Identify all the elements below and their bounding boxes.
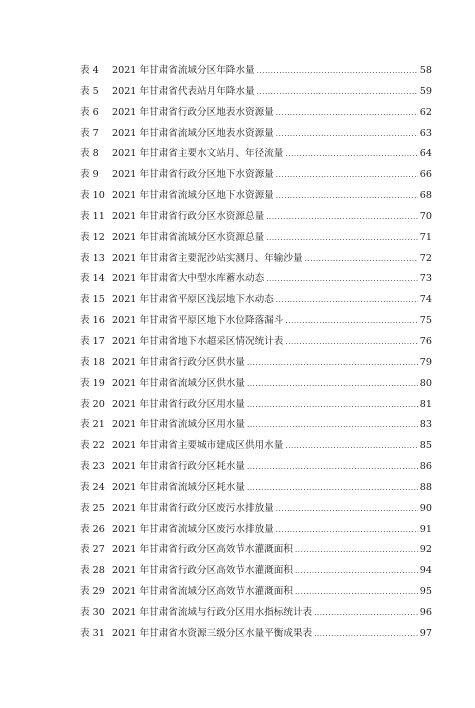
toc-entry-title: 2021 年甘肃省行政分区耗水量 <box>112 461 245 473</box>
toc-entry-title: 2021 年甘肃省流域分区地表水资源量 <box>112 127 274 139</box>
toc-dot-leader <box>276 109 418 117</box>
toc-entry-title: 2021 年甘肃省流域分区水资源总量 <box>112 231 265 243</box>
toc-entry-title: 2021 年甘肃省主要水文站月、年径流量 <box>112 148 284 160</box>
toc-entry-page-number: 86 <box>419 461 432 473</box>
toc-dot-leader <box>276 130 418 138</box>
toc-entry[interactable] <box>80 291 432 312</box>
toc-entry[interactable] <box>80 604 432 625</box>
toc-entry-title: 2021 年甘肃省行政分区地表水资源量 <box>112 106 274 118</box>
toc-entry-label: 表 18 <box>80 356 105 368</box>
toc-entry[interactable] <box>80 270 432 291</box>
toc-entry-title: 2021 年甘肃省主要泥沙站实测月、年输沙量 <box>112 252 303 264</box>
toc-entry[interactable] <box>80 354 432 375</box>
toc-entry[interactable] <box>80 208 432 229</box>
toc-entry-label: 表 13 <box>80 252 105 264</box>
toc-dot-leader <box>314 609 418 617</box>
toc-entry-title: 2021 年甘肃省代表站月年降水量 <box>112 85 255 97</box>
toc-entry-label: 表 6 <box>80 106 99 118</box>
toc-entry-page-number: 71 <box>419 231 432 243</box>
toc-entry-page-number: 83 <box>419 419 432 431</box>
toc-entry-page-number: 75 <box>419 315 432 327</box>
toc-entry-label: 表 24 <box>80 481 105 493</box>
toc-dot-leader <box>247 463 418 471</box>
toc-entry-page-number: 64 <box>419 148 432 160</box>
toc-entry[interactable] <box>80 229 432 250</box>
toc-entry-page-number: 76 <box>419 335 432 347</box>
toc-entry-page-number: 92 <box>419 544 432 556</box>
toc-entry-label: 表 5 <box>80 85 99 97</box>
toc-dot-leader <box>295 546 418 554</box>
toc-entry-page-number: 90 <box>419 502 432 514</box>
toc-dot-leader <box>314 630 418 638</box>
toc-entry[interactable] <box>80 479 432 500</box>
toc-entry-title: 2021 年甘肃省流域分区用水量 <box>112 419 245 431</box>
toc-dot-leader <box>295 567 418 575</box>
toc-entry[interactable] <box>80 375 432 396</box>
toc-entry[interactable] <box>80 312 432 333</box>
toc-entry-page-number: 66 <box>419 169 432 181</box>
toc-entry-label: 表 25 <box>80 502 105 514</box>
toc-entry-label: 表 22 <box>80 440 105 452</box>
toc-dot-leader <box>257 67 418 75</box>
toc-dot-leader <box>247 380 418 388</box>
toc-entry-page-number: 88 <box>419 481 432 493</box>
toc-entry[interactable] <box>80 541 432 562</box>
toc-entry-page-number: 95 <box>419 586 432 598</box>
toc-entry-page-number: 63 <box>419 127 432 139</box>
toc-entry-page-number: 96 <box>419 606 432 618</box>
toc-entry-title: 2021 年甘肃省行政分区高效节水灌溉面积 <box>112 565 293 577</box>
toc-entry-label: 表 26 <box>80 523 105 535</box>
toc-entry-title: 2021 年甘肃省行政分区废污水排放量 <box>112 502 274 514</box>
toc-dot-leader <box>295 588 418 596</box>
toc-dot-leader <box>285 442 417 450</box>
toc-entry[interactable] <box>80 437 432 458</box>
toc-entry-label: 表 20 <box>80 398 105 410</box>
toc-entry-title: 2021 年甘肃省行政分区供水量 <box>112 356 245 368</box>
toc-entry-label: 表 21 <box>80 419 105 431</box>
toc-dot-leader <box>257 88 418 96</box>
toc-entry-title: 2021 年甘肃省流域分区耗水量 <box>112 481 245 493</box>
toc-entry-label: 表 28 <box>80 565 105 577</box>
toc-dot-leader <box>285 317 417 325</box>
toc-entry-title: 2021 年甘肃省行政分区高效节水灌溉面积 <box>112 544 293 556</box>
toc-entry-title: 2021 年甘肃省平原区浅层地下水动态 <box>112 294 274 306</box>
toc-entry-page-number: 79 <box>419 356 432 368</box>
toc-entry-page-number: 62 <box>419 106 432 118</box>
toc-entry[interactable] <box>80 145 432 166</box>
toc-entry-label: 表 12 <box>80 231 105 243</box>
toc-entry-label: 表 23 <box>80 461 105 473</box>
toc-dot-leader <box>266 213 418 221</box>
toc-entry-page-number: 81 <box>419 398 432 410</box>
toc-entry[interactable] <box>80 104 432 125</box>
toc-entry-label: 表 19 <box>80 377 105 389</box>
toc-entry[interactable] <box>80 250 432 271</box>
toc-entry-title: 2021 年甘肃省平原区地下水位降落漏斗 <box>112 315 284 327</box>
toc-dot-leader <box>276 296 418 304</box>
toc-entry-label: 表 9 <box>80 169 99 181</box>
toc-dot-leader <box>247 359 418 367</box>
toc-entry-title: 2021 年甘肃省行政分区用水量 <box>112 398 245 410</box>
toc-entry-label: 表 4 <box>80 65 99 76</box>
toc-entry-page-number: 70 <box>419 210 432 222</box>
toc-dot-leader <box>285 150 417 158</box>
toc-entry-label: 表 27 <box>80 544 105 556</box>
toc-entry[interactable] <box>80 333 432 354</box>
toc-entry-title: 2021 年甘肃省流域分区废污水排放量 <box>112 523 274 535</box>
toc-entry-page-number: 94 <box>419 565 432 577</box>
toc-entry[interactable] <box>80 500 432 521</box>
toc-entry-title: 2021 年甘肃省流域分区年降水量 <box>112 65 255 76</box>
toc-entry-title: 2021 年甘肃省行政分区水资源总量 <box>112 210 265 222</box>
toc-entry-title: 2021 年甘肃省水资源三级分区水量平衡成果表 <box>112 627 313 639</box>
toc-dot-leader <box>247 401 418 409</box>
toc-entry-page-number: 73 <box>419 273 432 285</box>
toc-entry[interactable] <box>80 187 432 208</box>
toc-entry-title: 2021 年甘肃省主要城市建成区供用水量 <box>112 440 284 452</box>
toc-dot-leader <box>276 505 418 513</box>
toc-entry[interactable] <box>80 166 432 187</box>
toc-entry-title: 2021 年甘肃省行政分区地下水资源量 <box>112 169 274 181</box>
toc-entry-label: 表 8 <box>80 148 99 160</box>
toc-entry-title: 2021 年甘肃省流域分区地下水资源量 <box>112 190 274 202</box>
toc-entry-title: 2021 年甘肃省地下水超采区情况统计表 <box>112 335 284 347</box>
toc-entry-label: 表 10 <box>80 190 105 202</box>
toc-entry-page-number: 97 <box>419 627 432 639</box>
toc-entry[interactable] <box>80 62 432 83</box>
toc-dot-leader <box>276 171 418 179</box>
toc-entry-page-number: 58 <box>419 65 432 76</box>
toc-entry[interactable] <box>80 396 432 417</box>
toc-entry[interactable] <box>80 83 432 104</box>
toc-entry[interactable] <box>80 625 432 646</box>
toc-entry[interactable] <box>80 562 432 583</box>
toc-entry-label: 表 30 <box>80 606 105 618</box>
toc-entry-title: 2021 年甘肃省流域分区供水量 <box>112 377 245 389</box>
toc-entry-page-number: 85 <box>419 440 432 452</box>
toc-dot-leader <box>276 192 418 200</box>
toc-entry-page-number: 91 <box>419 523 432 535</box>
toc-dot-leader <box>247 484 418 492</box>
toc-entry[interactable] <box>80 521 432 542</box>
toc-entry-page-number: 59 <box>419 85 432 97</box>
toc-entry-label: 表 31 <box>80 627 105 639</box>
toc-entry-label: 表 29 <box>80 586 105 598</box>
toc-dot-leader <box>247 421 418 429</box>
toc-entry-label: 表 16 <box>80 315 105 327</box>
table-of-contents <box>80 62 432 646</box>
toc-entry-page-number: 72 <box>419 252 432 264</box>
toc-entry-label: 表 17 <box>80 335 105 347</box>
toc-entry-page-number: 80 <box>419 377 432 389</box>
toc-dot-leader <box>266 275 418 283</box>
toc-entry[interactable] <box>80 458 432 479</box>
toc-entry-label: 表 11 <box>80 210 105 222</box>
toc-entry[interactable] <box>80 416 432 437</box>
toc-dot-leader <box>285 338 417 346</box>
toc-entry-label: 表 15 <box>80 294 105 306</box>
toc-entry-title: 2021 年甘肃省流域与行政分区用水指标统计表 <box>112 606 313 618</box>
toc-dot-leader <box>266 234 418 242</box>
toc-entry-page-number: 74 <box>419 294 432 306</box>
toc-entry[interactable] <box>80 125 432 146</box>
toc-dot-leader <box>305 255 418 263</box>
toc-entry-label: 表 7 <box>80 127 99 139</box>
toc-dot-leader <box>276 526 418 534</box>
toc-entry-title: 2021 年甘肃省流域分区高效节水灌溉面积 <box>112 586 293 598</box>
toc-entry-title: 2021 年甘肃省大中型水库蓄水动态 <box>112 273 265 285</box>
toc-entry-page-number: 68 <box>419 190 432 202</box>
toc-entry-label: 表 14 <box>80 273 105 285</box>
toc-entry[interactable] <box>80 583 432 604</box>
